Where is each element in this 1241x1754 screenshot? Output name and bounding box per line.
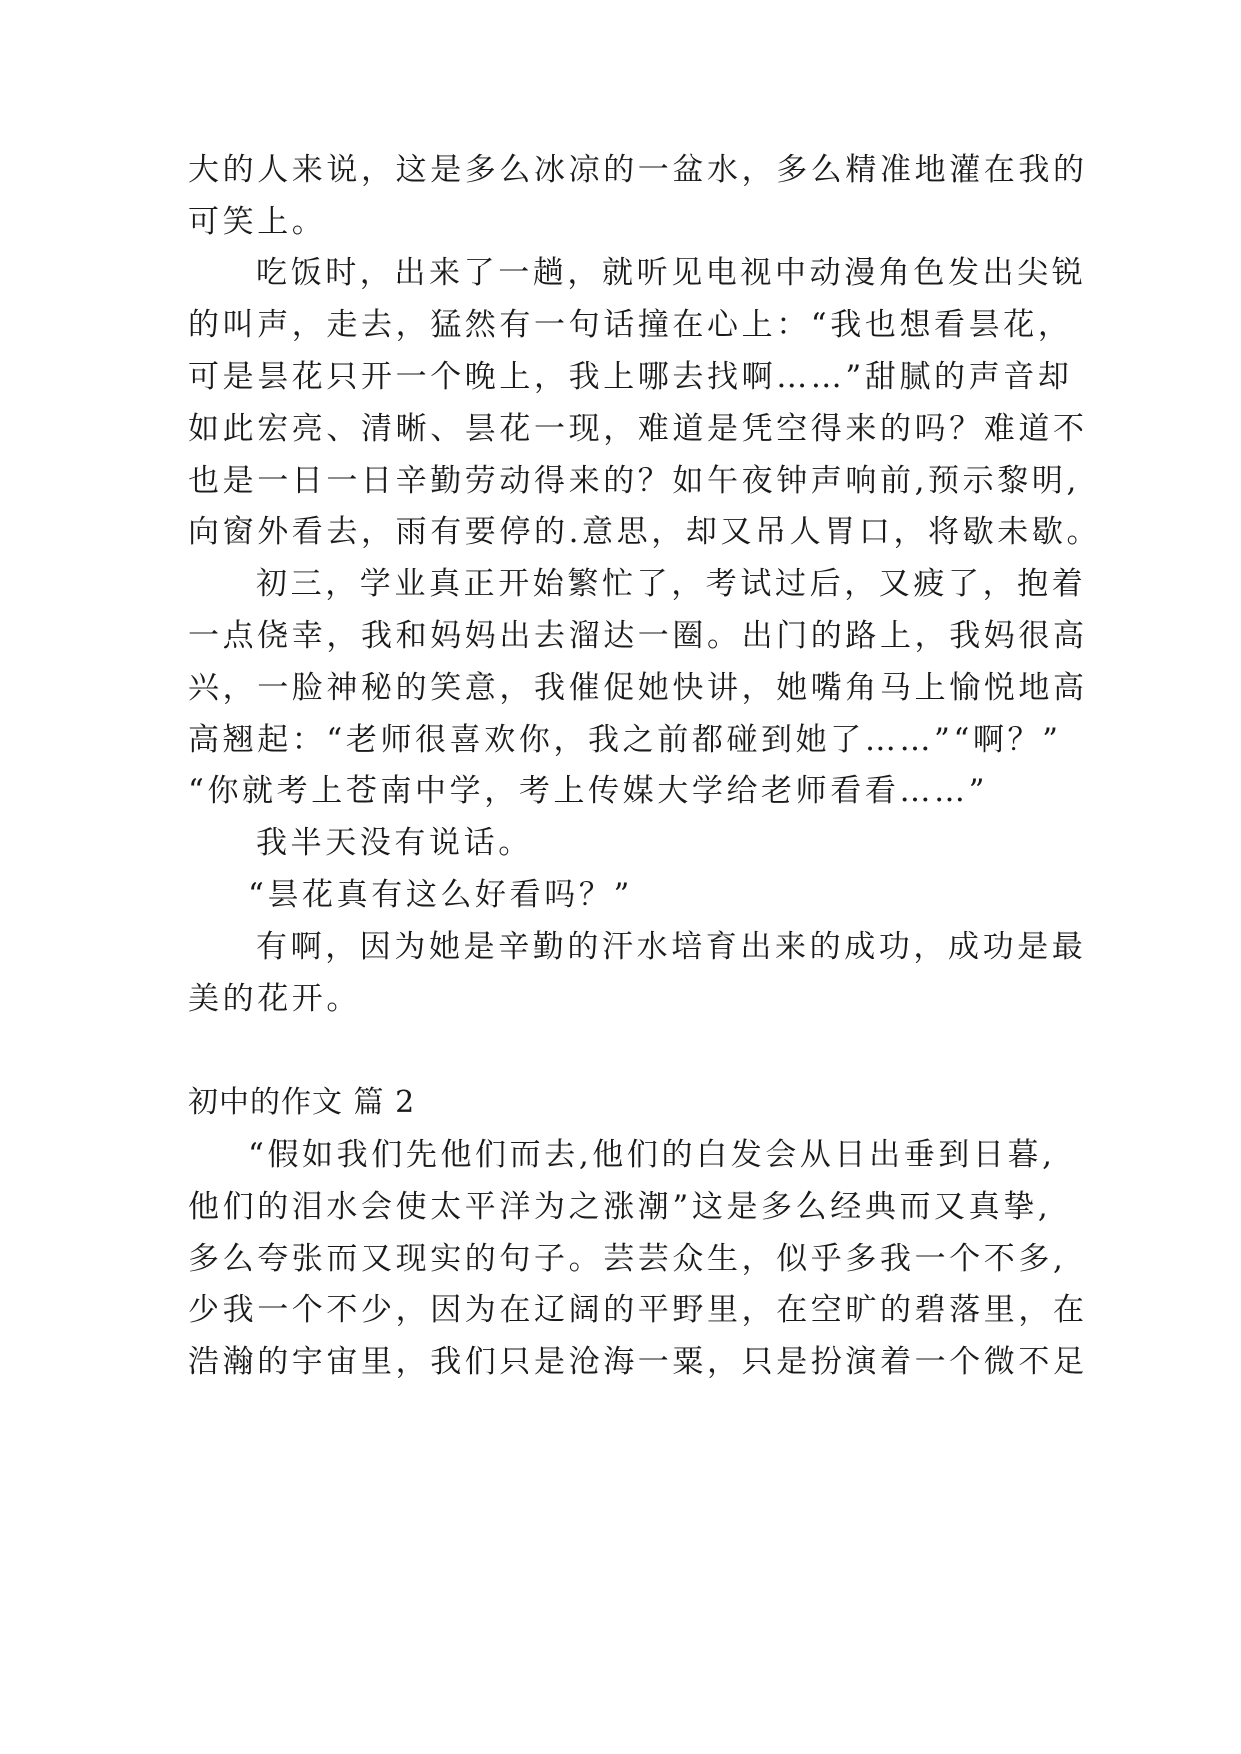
text-line: 多么夸张而又现实的句子。芸芸众生，似乎多我一个不多,	[188, 1241, 1067, 1277]
text-line: 少我一个不少，因为在辽阔的平野里，在空旷的碧落里，在	[188, 1292, 1088, 1328]
text-line: 的叫声，走去，猛然有一句话撞在心上：“我也想看昙花，	[188, 307, 1073, 343]
text-line: 浩瀚的宇宙里，我们只是沧海一粟，只是扮演着一个微不足	[188, 1344, 1088, 1380]
text-line: 也是一日一日辛勤劳动得来的？如午夜钟声响前,预示黎明,	[188, 463, 1080, 499]
paragraph-start-line: 有啊，因为她是辛勤的汗水培育出来的成功，成功是最	[256, 929, 1087, 965]
text-line: 高翘起：“老师很喜欢你，我之前都碰到她了……”“啊？”	[188, 722, 1062, 758]
text-line: 大的人来说，这是多么冰凉的一盆水，多么精准地灌在我的	[188, 152, 1088, 188]
paragraph-start-line: “假如我们先他们而去,他们的白发会从日出垂到日暮,	[248, 1137, 1056, 1173]
text-line: 可是昙花只开一个晚上，我上哪去找啊……”甜腻的声音却	[188, 359, 1073, 395]
text-line: 如此宏亮、清晰、昙花一现，难道是凭空得来的吗？难道不	[188, 411, 1088, 447]
paragraph-start-line: 吃饭时，出来了一趟，就听见电视中动漫角色发出尖锐	[256, 255, 1087, 291]
text-line: 兴，一脸神秘的笑意，我催促她快讲，她嘴角马上愉悦地高	[188, 670, 1088, 706]
text-line: “你就考上苍南中学，考上传媒大学给老师看看……”	[188, 773, 989, 809]
text-line: 他们的泪水会使太平洋为之涨潮”这是多么经典而又真挚,	[188, 1189, 1052, 1225]
text-line: 向窗外看去，雨有要停的.意思，却又吊人胃口，将歇未歇。	[188, 514, 1102, 550]
section-heading: 初中的作文 篇 2	[188, 1085, 416, 1120]
text-line: 美的花开。	[188, 981, 361, 1017]
paragraph-start-line: 初三，学业真正开始繁忙了，考试过后，又疲了，抱着	[256, 566, 1087, 602]
paragraph-start-line: “昙花真有这么好看吗？”	[248, 877, 633, 913]
paragraph-start-line: 我半天没有说话。	[256, 825, 533, 861]
text-line: 一点侥幸，我和妈妈出去溜达一圈。出门的路上，我妈很高	[188, 618, 1088, 654]
text-line: 可笑上。	[188, 204, 327, 240]
